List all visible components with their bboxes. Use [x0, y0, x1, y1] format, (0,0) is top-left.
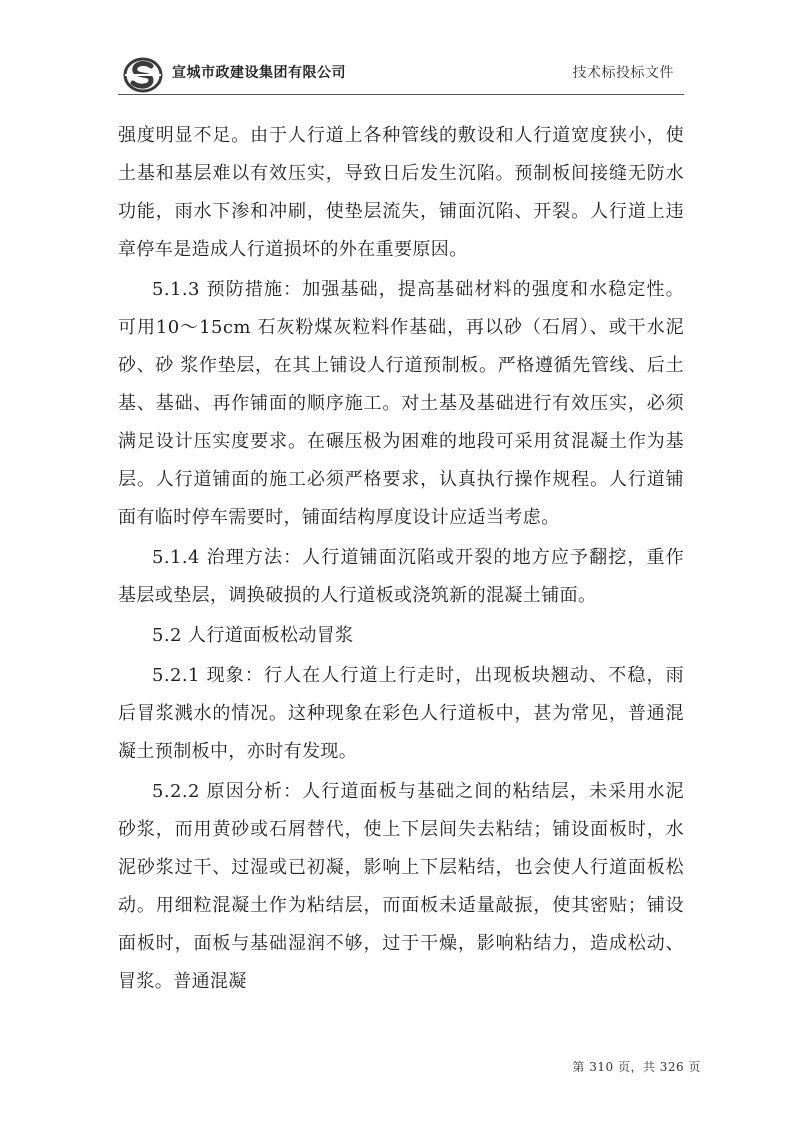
- company-logo-icon: [122, 54, 164, 96]
- section-heading-5-2: 5.2 人行道面板松动冒浆: [152, 625, 354, 646]
- page-header: [118, 48, 684, 104]
- paragraph-5-1-4: 5.1.4 治理方法：人行道铺面沉陷或开裂的地方应予翻挖，重作基层或垫层，调换破损的人行道板或浇筑新的混凝土铺面。: [118, 547, 684, 606]
- page-number: 第 310 页，共 326 页: [572, 1060, 701, 1074]
- document-type: 技术标投标文件: [572, 65, 674, 81]
- paragraph-5-1-3: 5.1.3 预防措施：加强基础，提高基础材料的强度和水稳定性。可用10～15cm 石灰粉煤灰粒料作基础，再以砂（石屑）、或干水泥砂、砂 浆作垫层，在其上铺设人行道预制板。严格遵循先管线、后土基、基础、再作铺面的顺序施工。对土基及基础进行有效压实，必须满足设计压实度要求。在碾压极为困难的地段可采用贫混凝土作为基层。人行道铺面的施工必须严格要求，认真执行操作规程。人行道铺面有临时停车需要时，铺面结构厚度设计应适当考虑。: [118, 279, 684, 528]
- paragraph-5-2-1: 5.2.1 现象：行人在人行道上行走时，出现板块翘动、不稳，雨后冒浆溅水的情况。这种现象在彩色人行道板中，甚为常见，普通混凝土预制板中，亦时有发现。: [118, 665, 684, 762]
- paragraph-5-2-2: 5.2.2 原因分析：人行道面板与基础之间的粘结层，未采用水泥砂浆，而用黄砂或石屑替代，使上下层间失去粘结；铺设面板时，水泥砂浆过干、过湿或已初凝，影响上下层粘结，也会使人行道面板松动。用细粒混凝土作为粘结层，而面板未适量敲振，使其密贴；铺设面板时，面板与基础湿润不够，过于干燥，影响粘结力，造成松动、冒浆。普通混凝: [118, 781, 684, 992]
- paragraph-continuation: 强度明显不足。由于人行道上各种管线的敷设和人行道宽度狭小，使土基和基层难以有效压实，导致日后发生沉陷。预制板间接缝无防水功能，雨水下渗和冲刷，使垫层流失，铺面沉陷、开裂。人行道上违章停车是造成人行道损坏的外在重要原因。: [118, 125, 684, 260]
- document-body: [118, 117, 684, 1001]
- header-divider: [118, 94, 684, 95]
- company-name: 宣城市政建设集团有限公司: [172, 65, 346, 81]
